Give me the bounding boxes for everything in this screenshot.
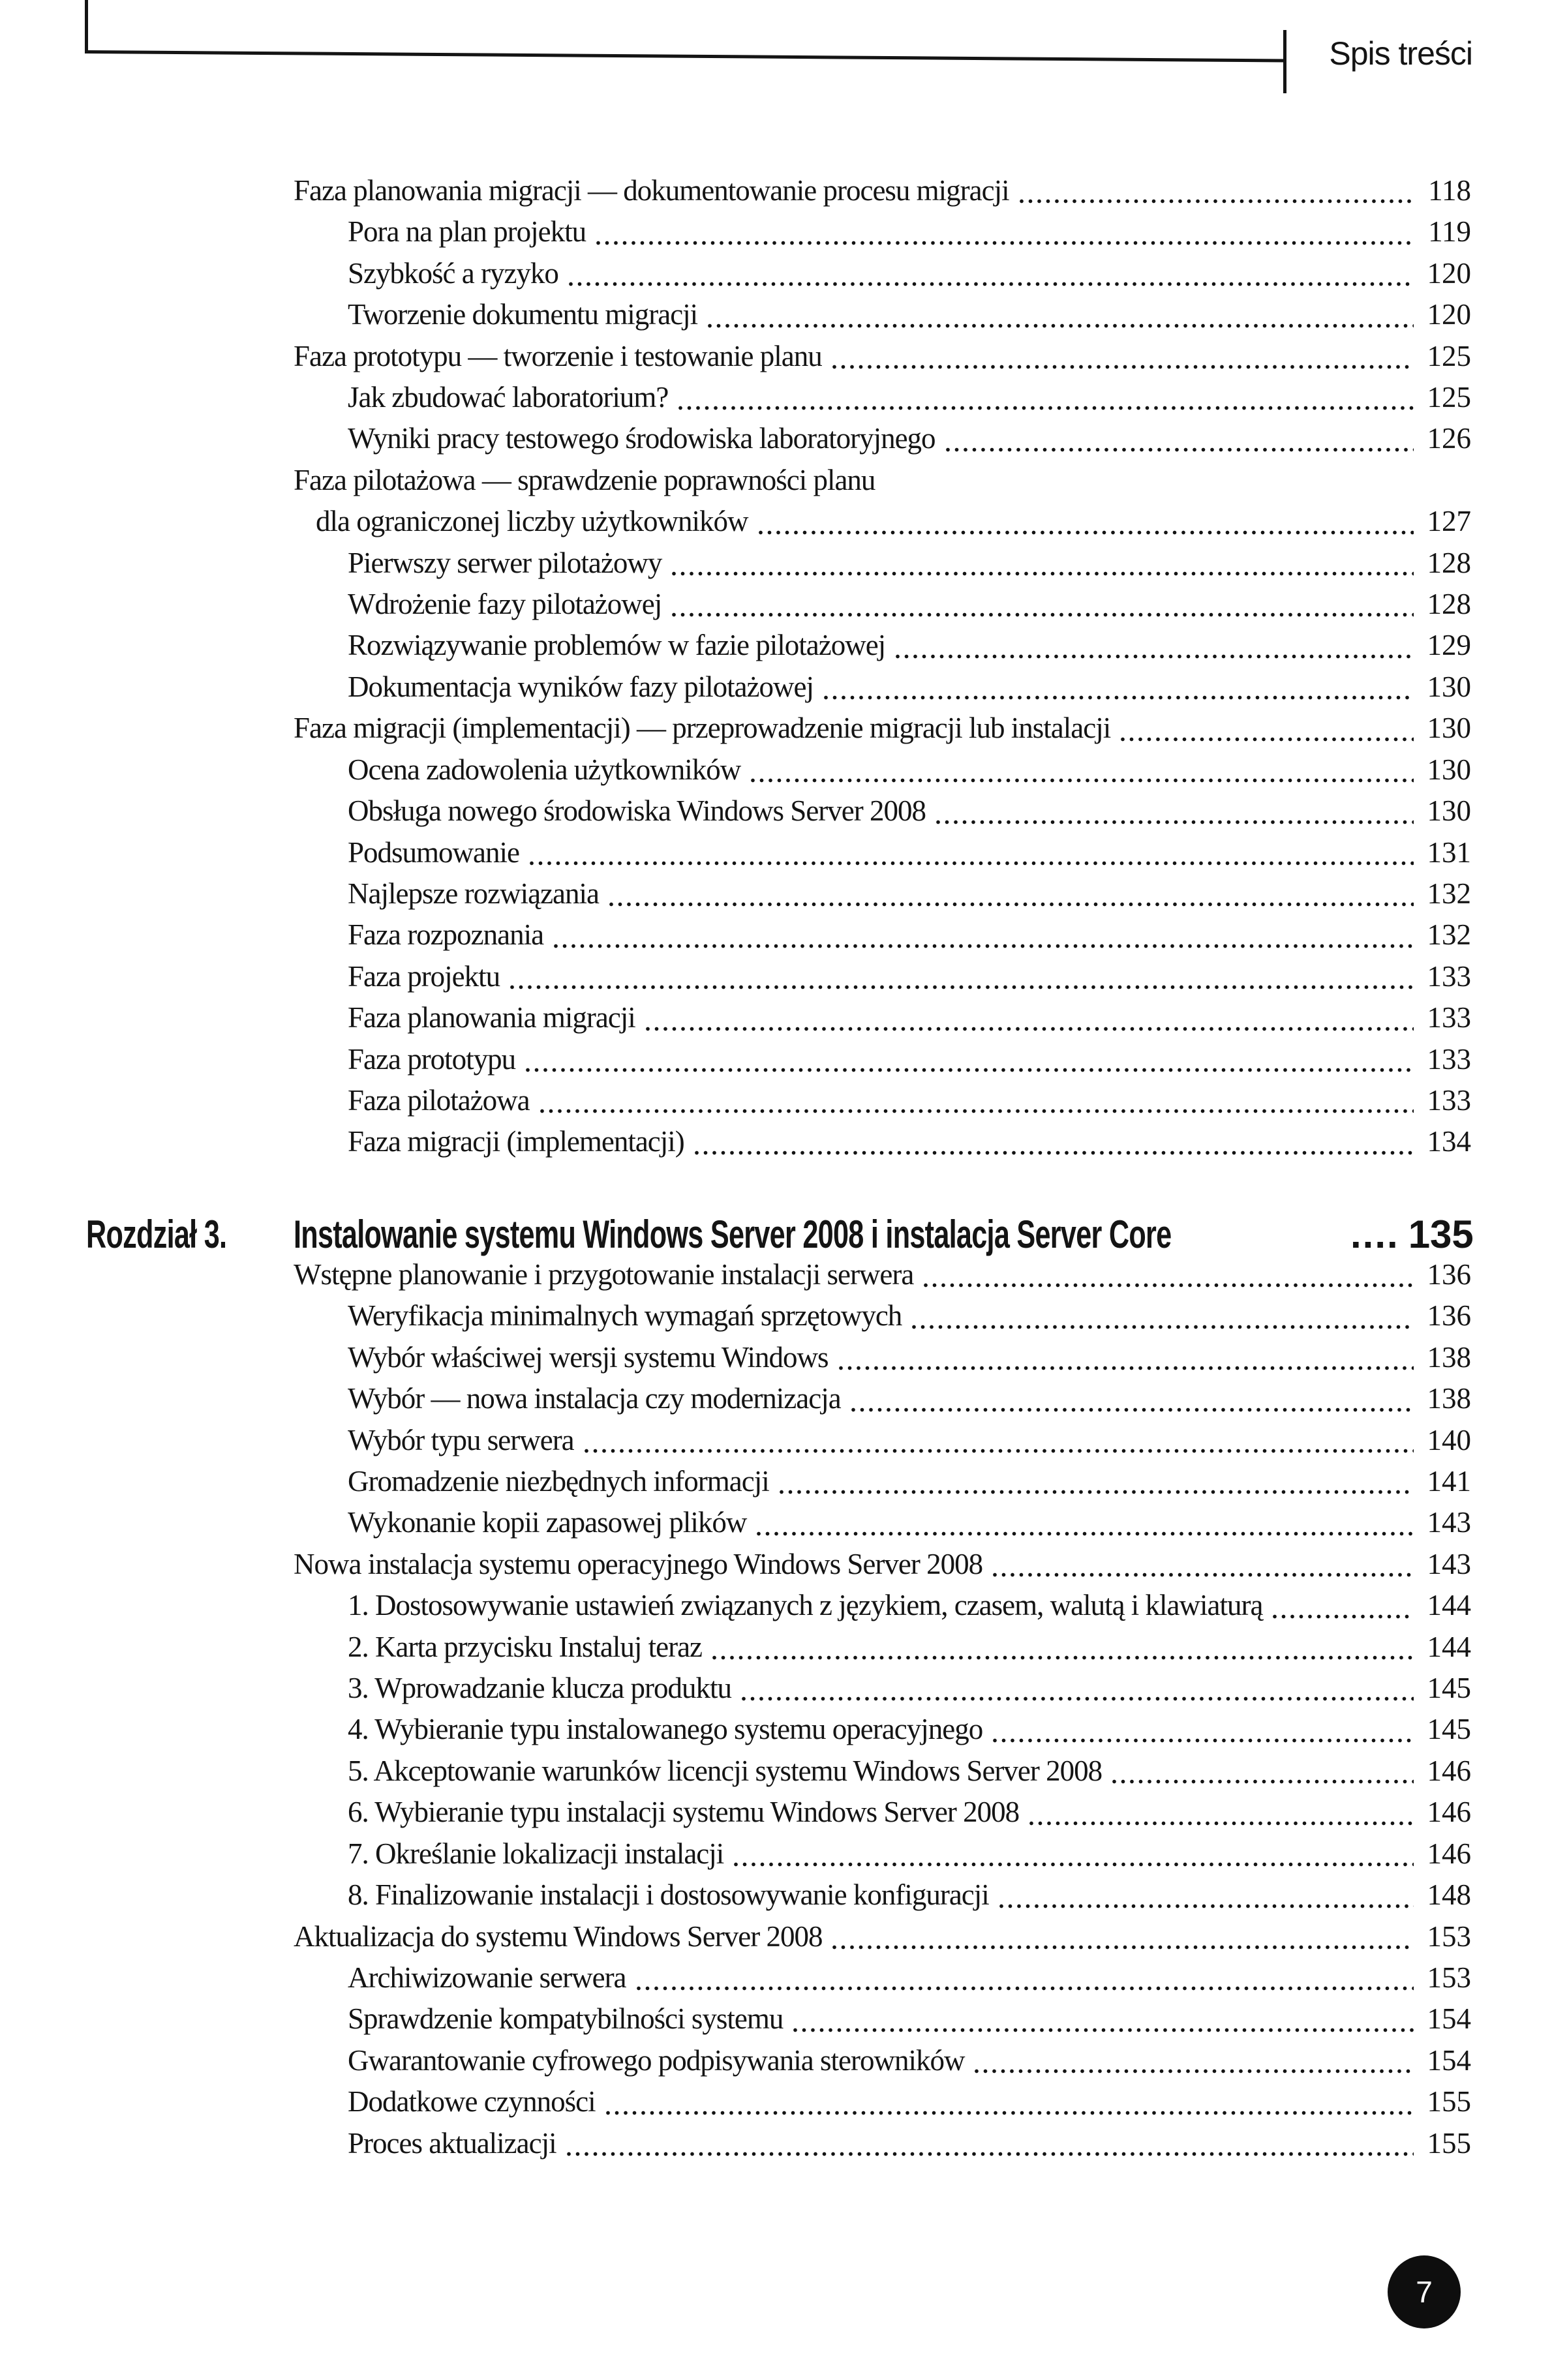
dot-leader	[1273, 1614, 1414, 1619]
dot-leader	[793, 2028, 1414, 2032]
toc-entry-title: Gwarantowanie cyfrowego podpisywania sterowników	[348, 2043, 965, 2077]
header-rule-tick	[1283, 30, 1286, 93]
dot-leader	[896, 654, 1414, 659]
dot-leader	[606, 2111, 1414, 2115]
toc-entry-title: Tworzenie dokumentu migracji	[348, 298, 698, 331]
toc-entry-page: 118	[1428, 174, 1471, 207]
toc-entry-title: Wybór typu serwera	[348, 1423, 574, 1456]
toc-entry	[294, 1337, 1471, 1378]
toc-entry	[294, 1295, 1471, 1336]
dot-leader	[708, 324, 1414, 328]
dot-leader	[734, 1862, 1414, 1867]
dot-leader	[839, 1366, 1414, 1370]
toc-entry-page: 155	[1427, 2126, 1471, 2160]
toc-entry-title: Wybór właściwej wersji systemu Windows	[348, 1340, 829, 1374]
toc-entry	[294, 1585, 1471, 1626]
dot-leader	[993, 1738, 1414, 1743]
toc-entry-page: 146	[1427, 1754, 1471, 1787]
toc-entry-page: 138	[1427, 1340, 1471, 1374]
toc-entry-title: 2. Karta przycisku Instaluj teraz	[348, 1630, 703, 1663]
dot-leader	[757, 1531, 1414, 1536]
toc-entry-title: dla ograniczonej liczby użytkowników	[316, 505, 748, 538]
toc-entry	[294, 1875, 1471, 1916]
toc-entry	[294, 708, 1471, 749]
header-rule	[85, 50, 1286, 62]
dot-leader	[924, 1283, 1414, 1288]
dot-leader	[832, 1945, 1414, 1950]
toc-entry-page: 128	[1427, 588, 1471, 621]
toc-entry-page: 144	[1427, 1630, 1471, 1663]
toc-entry	[294, 1254, 1471, 1295]
toc-entry	[294, 1039, 1471, 1080]
dot-leader	[936, 820, 1414, 824]
dot-leader	[585, 1449, 1414, 1453]
toc-entry-title: Podsumowanie	[348, 836, 519, 869]
toc-entry	[294, 1627, 1471, 1668]
toc-entry	[294, 873, 1471, 914]
dot-leader	[1112, 1779, 1414, 1784]
toc-entry-title: Dodatkowe czynności	[348, 2085, 596, 2118]
dot-leader	[1029, 1821, 1414, 1826]
toc-entry-page: 136	[1427, 1299, 1471, 1333]
toc-entry-page: 128	[1427, 546, 1471, 579]
toc-entry-title: Faza prototypu	[348, 1042, 516, 1076]
toc-entry-title: 7. Określanie lokalizacji instalacji	[348, 1837, 724, 1870]
toc-entry-page: 126	[1427, 422, 1471, 455]
dot-leader	[569, 282, 1414, 286]
toc-entry-page: 125	[1427, 339, 1471, 372]
toc-entry	[294, 1378, 1471, 1419]
toc-entry-title: Wstępne planowanie i przygotowanie instalacji serwera	[294, 1258, 914, 1291]
chapter-page-group	[1350, 1214, 1474, 1255]
dot-leader	[851, 1408, 1414, 1412]
toc-entry	[294, 1709, 1471, 1750]
toc-entry-page: 130	[1427, 794, 1471, 828]
page-number: 7	[1416, 2275, 1433, 2309]
toc-entry-title: Faza pilotażowa — sprawdzenie poprawności planu	[294, 463, 875, 496]
dot-leader	[1121, 737, 1414, 742]
toc-entry-page: 143	[1427, 1506, 1471, 1539]
toc-entry-title: Faza migracji (implementacji)	[348, 1125, 684, 1158]
chapter-dot-leader: ....	[1350, 1213, 1399, 1256]
toc-entry-page: 129	[1427, 629, 1471, 662]
toc-entry-title: Wyniki pracy testowego środowiska laboratoryjnego	[348, 422, 936, 455]
frame-left-line	[85, 0, 88, 53]
toc-entry	[294, 1792, 1471, 1833]
toc-entry-page: 125	[1427, 381, 1471, 414]
toc-entry	[294, 377, 1471, 418]
toc-entry	[294, 1502, 1471, 1543]
toc-entry-page: 146	[1427, 1837, 1471, 1870]
toc-entry-title: Faza rozpoznania	[348, 918, 544, 952]
toc-entry-page: 120	[1427, 298, 1471, 331]
dot-leader	[695, 1151, 1414, 1155]
dot-leader	[993, 1573, 1414, 1577]
dot-leader	[510, 985, 1414, 989]
dot-leader	[824, 695, 1414, 700]
toc-entry	[294, 997, 1471, 1038]
toc-entry-page: 138	[1427, 1382, 1471, 1415]
toc-entry-title: 1. Dostosowywanie ustawień związanych z językiem, czasem, walutą i klawiaturą	[348, 1589, 1263, 1622]
dot-leader	[526, 1068, 1414, 1072]
dot-leader	[780, 1490, 1414, 1494]
toc-entry-title: Dokumentacja wyników fazy pilotażowej	[348, 670, 814, 703]
toc-entry-title: Pora na plan projektu	[348, 215, 586, 249]
dot-leader	[609, 902, 1414, 907]
toc-entry-page: 144	[1427, 1589, 1471, 1622]
dot-leader	[678, 406, 1414, 410]
toc-entry	[294, 2040, 1471, 2081]
toc-entry	[294, 749, 1471, 791]
toc-entry	[294, 294, 1471, 335]
toc-entry-page: 154	[1427, 2043, 1471, 2077]
toc-entry	[294, 1121, 1471, 1162]
dot-leader	[712, 1655, 1414, 1660]
dot-leader	[751, 778, 1414, 783]
dot-leader	[975, 2069, 1414, 2073]
toc-entry	[294, 1080, 1471, 1121]
dot-leader	[759, 530, 1414, 535]
toc-entry-title: Szybkość a ryzyko	[348, 256, 558, 290]
toc-entry	[294, 2081, 1471, 2122]
toc-entry-page: 119	[1428, 215, 1471, 249]
toc-entry	[294, 1668, 1471, 1709]
toc-entry-page: 155	[1427, 2085, 1471, 2118]
toc-entry-title: Archiwizowanie serwera	[348, 1961, 626, 1994]
toc-entry-page: 148	[1427, 1878, 1471, 1912]
dot-leader	[567, 2152, 1414, 2156]
toc-entry-page: 153	[1427, 1920, 1471, 1953]
toc-entry-title: Weryfikacja minimalnych wymagań sprzętowych	[348, 1299, 902, 1333]
toc-entry-page: 130	[1427, 670, 1471, 703]
toc-entry-title: Sprawdzenie kompatybilności systemu	[348, 2002, 784, 2036]
toc-entry-title: Faza pilotażowa	[348, 1083, 530, 1117]
toc-entry-title: Faza migracji (implementacji) — przeprowadzenie migracji lub instalacji	[294, 712, 1111, 745]
toc-entry-title: Wdrożenie fazy pilotażowej	[348, 588, 662, 621]
toc-entry-page: 133	[1427, 1001, 1471, 1034]
toc-entry-title: Najlepsze rozwiązania	[348, 877, 600, 910]
toc-entry-title: Aktualizacja do systemu Windows Server 2008	[294, 1920, 823, 1953]
toc-entry-page: 133	[1427, 1083, 1471, 1117]
toc-entry	[294, 791, 1471, 832]
toc-entry-page: 133	[1427, 959, 1471, 993]
toc-entry-page: 133	[1427, 1042, 1471, 1076]
toc-entry-title: Nowa instalacja systemu operacyjnego Windows Server 2008	[294, 1547, 983, 1580]
chapter-kicker: Rozdział 3.	[86, 1213, 227, 1256]
toc-entry-title: Jak zbudować laboratorium?	[348, 381, 669, 414]
toc-entry-page: 154	[1427, 2002, 1471, 2036]
toc-entry	[294, 832, 1471, 873]
toc-entry-title: Ocena zadowolenia użytkowników	[348, 753, 741, 786]
toc-entry-page: 130	[1427, 753, 1471, 786]
toc-entry-title: Faza planowania migracji	[348, 1001, 635, 1034]
chapter-page-number: 135	[1408, 1213, 1474, 1256]
toc-entry	[294, 253, 1471, 294]
dot-leader	[540, 1109, 1414, 1113]
toc-entry-title: Faza planowania migracji — dokumentowanie procesu migracji	[294, 174, 1009, 207]
dot-leader	[554, 944, 1414, 948]
toc-entry-page: 140	[1427, 1423, 1471, 1456]
toc-entry	[294, 170, 1471, 211]
toc-entry-page: 132	[1427, 918, 1471, 952]
toc-entry-page: 143	[1427, 1547, 1471, 1580]
toc-entry	[294, 460, 1471, 501]
toc-entry-title: 4. Wybieranie typu instalowanego systemu operacyjnego	[348, 1713, 983, 1746]
dot-leader	[832, 365, 1414, 369]
toc-section-1	[294, 170, 1471, 1163]
dot-leader	[596, 241, 1414, 245]
dot-leader	[946, 447, 1414, 452]
toc-entry-page: 127	[1427, 505, 1471, 538]
dot-leader	[1020, 199, 1414, 203]
toc-entry-title: 8. Finalizowanie instalacji i dostosowywanie konfiguracji	[348, 1878, 989, 1912]
toc-entry-page: 146	[1427, 1796, 1471, 1829]
dot-leader	[530, 861, 1414, 866]
toc-entry	[294, 418, 1471, 459]
running-head-title: Spis treści	[1329, 35, 1472, 72]
chapter-heading	[86, 1213, 1474, 1256]
toc-entry-page: 153	[1427, 1961, 1471, 1994]
toc-entry	[294, 956, 1471, 997]
toc-entry	[294, 1998, 1471, 2040]
toc-entry	[294, 1544, 1471, 1585]
dot-leader	[646, 1027, 1414, 1031]
toc-entry-page: 132	[1427, 877, 1471, 910]
toc-entry-title: Pierwszy serwer pilotażowy	[348, 546, 662, 579]
toc-entry-page: 120	[1427, 256, 1471, 290]
toc-entry-title: 5. Akceptowanie warunków licencji systemu Windows Server 2008	[348, 1754, 1103, 1787]
chapter-title: Instalowanie systemu Windows Server 2008 i instalacja Server Core	[294, 1213, 1172, 1256]
toc-entry	[294, 1957, 1471, 1998]
toc-entry	[294, 914, 1471, 956]
toc-entry	[294, 1833, 1471, 1875]
toc-section-2	[294, 1254, 1471, 2164]
toc-entry-title: Wykonanie kopii zapasowej plików	[348, 1506, 747, 1539]
toc-entry-page: 131	[1427, 836, 1471, 869]
page-number-badge	[1388, 2255, 1461, 2328]
toc-entry-title: Gromadzenie niezbędnych informacji	[348, 1465, 769, 1498]
toc-entry-title: Rozwiązywanie problemów w fazie pilotażowej	[348, 629, 886, 662]
toc-entry	[294, 667, 1471, 708]
toc-entry-title: Obsługa nowego środowiska Windows Server 2008	[348, 794, 926, 828]
dot-leader	[912, 1325, 1414, 1329]
toc-entry-title: Proces aktualizacji	[348, 2126, 556, 2160]
toc-entry-page: 134	[1427, 1125, 1471, 1158]
toc-entry	[294, 1916, 1471, 1957]
dot-leader	[672, 612, 1414, 617]
dot-leader	[999, 1904, 1414, 1908]
toc-entry	[294, 336, 1471, 377]
dot-leader	[742, 1696, 1414, 1701]
toc-entry	[294, 1420, 1471, 1461]
toc-entry-page: 141	[1427, 1465, 1471, 1498]
toc-entry-page: 130	[1427, 712, 1471, 745]
toc-entry	[294, 584, 1471, 625]
toc-entry	[294, 543, 1471, 584]
toc-entry	[294, 501, 1471, 542]
toc-entry-title: 6. Wybieranie typu instalacji systemu Windows Server 2008	[348, 1796, 1020, 1829]
toc-entry	[294, 2123, 1471, 2164]
toc-entry	[294, 625, 1471, 666]
toc-entry-title: Faza prototypu — tworzenie i testowanie planu	[294, 339, 822, 372]
dot-leader	[672, 571, 1414, 576]
toc-entry-title: Faza projektu	[348, 959, 500, 993]
toc-entry-page: 145	[1427, 1713, 1471, 1746]
toc-entry	[294, 1461, 1471, 1502]
toc-entry-title: Wybór — nowa instalacja czy modernizacja	[348, 1382, 841, 1415]
toc-entry-page: 145	[1427, 1672, 1471, 1705]
toc-entry-title: 3. Wprowadzanie klucza produktu	[348, 1672, 731, 1705]
toc-entry-page: 136	[1427, 1258, 1471, 1291]
toc-entry	[294, 1751, 1471, 1792]
dot-leader	[637, 1986, 1414, 1991]
toc-entry	[294, 211, 1471, 252]
